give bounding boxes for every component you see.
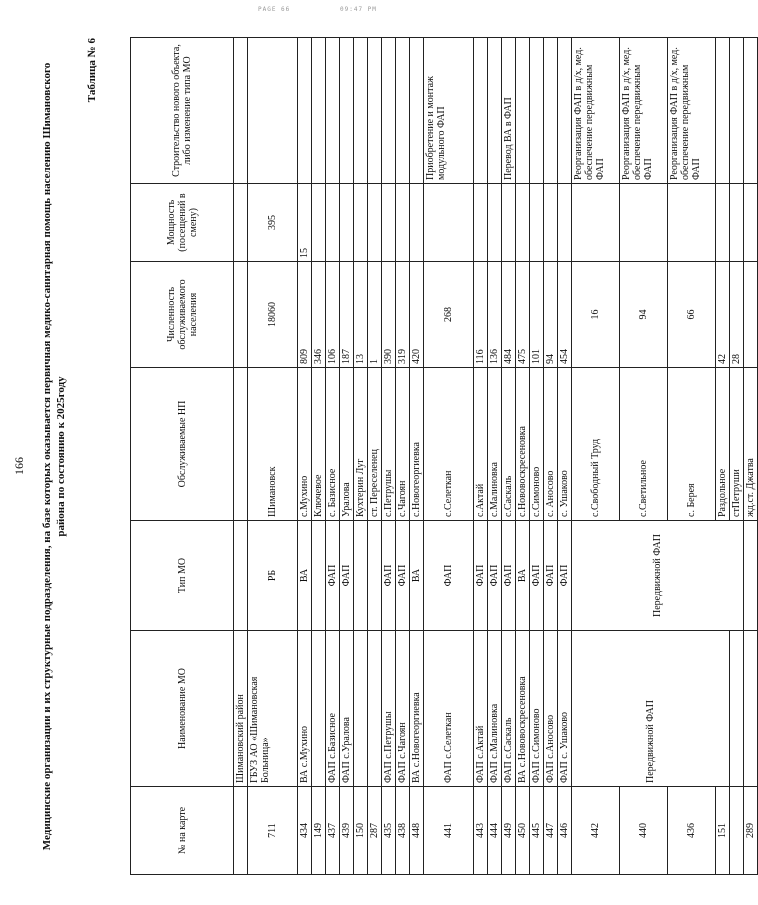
cell-mo-type: ФАП xyxy=(488,521,502,631)
cell-map-number: 435 xyxy=(382,787,396,875)
page-number: 166 xyxy=(12,457,26,475)
table-row xyxy=(248,38,298,875)
cell-mo-name: ГБУЗ АО «Шимановская Больница» xyxy=(248,631,298,787)
cell-map-number: 450 xyxy=(516,787,530,875)
cell-capacity xyxy=(474,184,488,262)
cell-map-number: 448 xyxy=(410,787,424,875)
cell-mo-type: РБ xyxy=(248,521,298,631)
cell-mo-name xyxy=(368,631,382,787)
cell-population: 454 xyxy=(558,262,572,368)
col-header-map-number: № на карте xyxy=(131,787,234,875)
cell-construction xyxy=(298,38,312,184)
cell-capacity xyxy=(668,184,716,262)
cell-capacity xyxy=(354,184,368,262)
cell-mo-type xyxy=(744,521,758,631)
cell-map-number: 438 xyxy=(396,787,410,875)
cell-construction xyxy=(234,38,248,184)
col-header-population: Численность обслуживаемого населения xyxy=(131,262,234,368)
cell-capacity xyxy=(730,184,744,262)
cell-population: 106 xyxy=(326,262,340,368)
cell-settlement: с. Ушаково xyxy=(558,368,572,521)
cell-map-number xyxy=(234,787,248,875)
cell-map-number: 445 xyxy=(530,787,544,875)
cell-mo-type xyxy=(354,521,368,631)
cell-settlement: с.Новогеоргиевка xyxy=(410,368,424,521)
cell-capacity xyxy=(544,184,558,262)
cell-mo-name: ФАП с. Ушаково xyxy=(558,631,572,787)
table-row xyxy=(744,38,758,875)
cell-construction xyxy=(396,38,410,184)
cell-construction: Реорганизация ФАП в д/х, мед. обеспечение передвижным ФАП xyxy=(572,38,620,184)
cell-construction xyxy=(716,38,730,184)
cell-mo-name: ФАП с.Базисное xyxy=(326,631,340,787)
cell-mo-name: Передвижной ФАП xyxy=(572,631,730,787)
table-row xyxy=(558,38,572,875)
cell-population: 16 xyxy=(572,262,620,368)
cell-settlement: Раздольное xyxy=(716,368,730,521)
table-row xyxy=(382,38,396,875)
cell-population xyxy=(744,262,758,368)
cell-mo-type xyxy=(312,521,326,631)
cell-capacity xyxy=(572,184,620,262)
cell-capacity: 15 xyxy=(298,184,312,262)
cell-settlement: с. Базисное xyxy=(326,368,340,521)
cell-population: 101 xyxy=(530,262,544,368)
cell-capacity xyxy=(516,184,530,262)
cell-construction: Реорганизация ФАП в д/х, мед. обеспечение передвижным ФАП xyxy=(620,38,668,184)
table-row xyxy=(340,38,354,875)
cell-mo-type: ФАП xyxy=(326,521,340,631)
cell-mo-name: ВА с.Новогеоргиевка xyxy=(410,631,424,787)
cell-settlement: с.Селеткан xyxy=(424,368,474,521)
cell-population: 319 xyxy=(396,262,410,368)
col-header-capacity: Мощность (посещений в смену) xyxy=(131,184,234,262)
cell-mo-name: ФАП с.Петрушы xyxy=(382,631,396,787)
cell-capacity xyxy=(312,184,326,262)
cell-mo-type: ФАП xyxy=(530,521,544,631)
table-header-row xyxy=(131,38,234,875)
cell-mo-type: ФАП xyxy=(558,521,572,631)
cell-construction xyxy=(544,38,558,184)
cell-settlement: с.Светильное xyxy=(620,368,668,521)
cell-construction xyxy=(382,38,396,184)
cell-construction xyxy=(530,38,544,184)
cell-map-number: 436 xyxy=(668,787,716,875)
table-number: Таблица № 6 xyxy=(86,38,98,103)
cell-settlement: с.Свободный Труд xyxy=(572,368,620,521)
rotated-page xyxy=(12,38,756,875)
cell-construction xyxy=(744,38,758,184)
table-row xyxy=(516,38,530,875)
table-row xyxy=(326,38,340,875)
col-header-mo-type: Тип МО xyxy=(131,521,234,631)
cell-settlement: стПетруши xyxy=(730,368,744,521)
cell-settlement: ст. Переселенец xyxy=(368,368,382,521)
cell-map-number xyxy=(730,787,744,875)
cell-mo-name: ФАП с.Актай xyxy=(474,631,488,787)
table-row xyxy=(544,38,558,875)
cell-construction xyxy=(326,38,340,184)
cell-population: 42 xyxy=(716,262,730,368)
cell-map-number: 441 xyxy=(424,787,474,875)
cell-map-number: 149 xyxy=(312,787,326,875)
cell-mo-type: ФАП xyxy=(474,521,488,631)
cell-capacity xyxy=(396,184,410,262)
table-row xyxy=(572,38,620,875)
col-header-construction: Строительство нового объекта, либо изменение типа МО xyxy=(131,38,234,184)
cell-mo-type: ФАП xyxy=(502,521,516,631)
cell-mo-name xyxy=(730,631,744,787)
table-row xyxy=(424,38,474,875)
cell-population: 66 xyxy=(668,262,716,368)
cell-population: 94 xyxy=(620,262,668,368)
cell-capacity xyxy=(368,184,382,262)
cell-map-number: 440 xyxy=(620,787,668,875)
cell-population: 809 xyxy=(298,262,312,368)
cell-construction xyxy=(248,38,298,184)
cell-settlement: Ключевое xyxy=(312,368,326,521)
cell-population: 390 xyxy=(382,262,396,368)
cell-mo-type xyxy=(234,521,248,631)
table-row xyxy=(298,38,312,875)
col-header-settlements: Обслуживаемые НП xyxy=(131,368,234,521)
cell-settlement: с.Чагоян xyxy=(396,368,410,521)
scan-stamp-right: 09:47 PM xyxy=(340,6,377,13)
cell-settlement: с.Актай xyxy=(474,368,488,521)
cell-mo-type: ФАП xyxy=(396,521,410,631)
cell-mo-name: ФАП с.Симоново xyxy=(530,631,544,787)
cell-mo-type xyxy=(368,521,382,631)
cell-map-number: 444 xyxy=(488,787,502,875)
cell-mo-name xyxy=(312,631,326,787)
cell-construction: Приобретение и монтаж модульного ФАП xyxy=(424,38,474,184)
cell-settlement: Кухтерин Луг xyxy=(354,368,368,521)
cell-mo-type: ФАП xyxy=(340,521,354,631)
col-header-mo-name: Наименование МО xyxy=(131,631,234,787)
cell-capacity xyxy=(530,184,544,262)
cell-capacity xyxy=(744,184,758,262)
cell-population: 28 xyxy=(730,262,744,368)
cell-settlement xyxy=(234,368,248,521)
table-row xyxy=(354,38,368,875)
cell-settlement: с.Петрушы xyxy=(382,368,396,521)
cell-mo-type: ВА xyxy=(516,521,530,631)
cell-construction xyxy=(340,38,354,184)
cell-population: 484 xyxy=(502,262,516,368)
cell-capacity xyxy=(382,184,396,262)
table-row xyxy=(234,38,248,875)
cell-capacity xyxy=(558,184,572,262)
cell-map-number: 447 xyxy=(544,787,558,875)
cell-population: 475 xyxy=(516,262,530,368)
cell-population xyxy=(234,262,248,368)
cell-capacity xyxy=(716,184,730,262)
cell-population: 268 xyxy=(424,262,474,368)
cell-mo-name: ФАП с.Чагоян xyxy=(396,631,410,787)
cell-mo-name: ФАП с.Саскаль xyxy=(502,631,516,787)
cell-settlement: с.Нововоскресеновка xyxy=(516,368,530,521)
cell-population: 94 xyxy=(544,262,558,368)
cell-capacity xyxy=(410,184,424,262)
cell-map-number: 287 xyxy=(368,787,382,875)
cell-map-number: 711 xyxy=(248,787,298,875)
cell-settlement: с. Берея xyxy=(668,368,716,521)
cell-mo-name xyxy=(744,631,758,787)
cell-capacity: 395 xyxy=(248,184,298,262)
cell-settlement: жд.ст. Джатва xyxy=(744,368,758,521)
cell-settlement: Уралова xyxy=(340,368,354,521)
cell-population: 187 xyxy=(340,262,354,368)
cell-capacity xyxy=(234,184,248,262)
cell-mo-type: ВА xyxy=(298,521,312,631)
table-row xyxy=(410,38,424,875)
cell-map-number: 446 xyxy=(558,787,572,875)
cell-population: 420 xyxy=(410,262,424,368)
cell-mo-type: ФАП xyxy=(382,521,396,631)
cell-construction xyxy=(730,38,744,184)
cell-population: 13 xyxy=(354,262,368,368)
cell-settlement: с.Мухино xyxy=(298,368,312,521)
cell-map-number: 449 xyxy=(502,787,516,875)
cell-map-number: 437 xyxy=(326,787,340,875)
cell-construction xyxy=(488,38,502,184)
cell-mo-name: ФАП с.Уралова xyxy=(340,631,354,787)
cell-map-number: 151 xyxy=(716,787,730,875)
cell-capacity xyxy=(340,184,354,262)
cell-settlement: с.Саскаль xyxy=(502,368,516,521)
scan-stamp-left: PAGE 66 xyxy=(258,6,291,13)
cell-construction xyxy=(354,38,368,184)
cell-mo-name: ФАП с.Аносово xyxy=(544,631,558,787)
table-row xyxy=(312,38,326,875)
cell-settlement: Шимановск xyxy=(248,368,298,521)
table-row xyxy=(530,38,544,875)
cell-capacity xyxy=(424,184,474,262)
cell-map-number: 150 xyxy=(354,787,368,875)
table-row xyxy=(502,38,516,875)
cell-mo-name xyxy=(354,631,368,787)
cell-settlement: с.Симоново xyxy=(530,368,544,521)
cell-population: 346 xyxy=(312,262,326,368)
cell-mo-name: Шимановский район xyxy=(234,631,248,787)
cell-map-number: 289 xyxy=(744,787,758,875)
cell-population: 136 xyxy=(488,262,502,368)
table-row xyxy=(396,38,410,875)
table-row xyxy=(488,38,502,875)
cell-population: 18060 xyxy=(248,262,298,368)
cell-population: 116 xyxy=(474,262,488,368)
cell-mo-type: ФАП xyxy=(424,521,474,631)
title-line-1: Медицинские организации и их структурные подразделения, на базе которых оказывается первичная медико-санитарная помощь населению Шимановского xyxy=(41,62,53,851)
table-row xyxy=(730,38,744,875)
cell-mo-name: ФАП с.Малиновка xyxy=(488,631,502,787)
cell-capacity xyxy=(502,184,516,262)
cell-capacity xyxy=(326,184,340,262)
cell-construction xyxy=(312,38,326,184)
cell-mo-name: ВА с.Мухино xyxy=(298,631,312,787)
cell-mo-name: ФАП с.Селеткан xyxy=(424,631,474,787)
facilities-table xyxy=(130,37,758,875)
cell-mo-name: ВА с.Нововоскресеновка xyxy=(516,631,530,787)
cell-construction xyxy=(368,38,382,184)
cell-map-number: 442 xyxy=(572,787,620,875)
cell-mo-type: Передвижной ФАП xyxy=(572,521,744,631)
cell-settlement: с.Малиновка xyxy=(488,368,502,521)
cell-construction: Перевод ВА в ФАП xyxy=(502,38,516,184)
cell-mo-type: ВА xyxy=(410,521,424,631)
cell-construction xyxy=(410,38,424,184)
cell-population: 1 xyxy=(368,262,382,368)
cell-settlement: с. Аносово xyxy=(544,368,558,521)
cell-capacity xyxy=(620,184,668,262)
cell-construction xyxy=(474,38,488,184)
table-row xyxy=(368,38,382,875)
document-title xyxy=(40,38,68,875)
title-line-2: района по состоянию к 2025году xyxy=(55,376,67,537)
cell-construction xyxy=(558,38,572,184)
table-row xyxy=(474,38,488,875)
cell-capacity xyxy=(488,184,502,262)
cell-construction xyxy=(516,38,530,184)
cell-construction: Реорганизация ФАП в д/х, мед. обеспечение передвижным ФАП xyxy=(668,38,716,184)
cell-map-number: 443 xyxy=(474,787,488,875)
cell-map-number: 434 xyxy=(298,787,312,875)
cell-mo-type: ФАП xyxy=(544,521,558,631)
cell-map-number: 439 xyxy=(340,787,354,875)
